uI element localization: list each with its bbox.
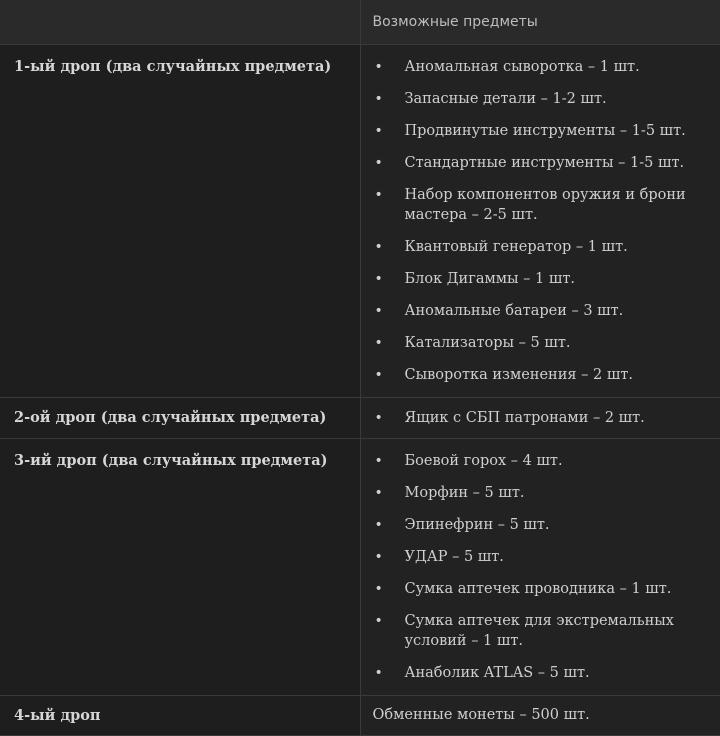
item-text: Сумка аптечек проводника – 1 шт. bbox=[404, 581, 672, 597]
item-list bbox=[373, 451, 709, 683]
table-header-row bbox=[0, 0, 720, 45]
item-text: Катализаторы – 5 шт. bbox=[404, 335, 571, 351]
drop-items-cell bbox=[360, 439, 720, 696]
item-text: Блок Дигаммы – 1 шт. bbox=[404, 271, 575, 287]
item-text: Квантовый генератор – 1 шт. bbox=[404, 239, 628, 255]
table-row bbox=[0, 398, 720, 439]
item-list bbox=[373, 57, 709, 385]
drop-items-cell bbox=[360, 45, 720, 398]
list-item bbox=[373, 333, 709, 353]
item-text: Морфин – 5 шт. bbox=[404, 485, 525, 501]
drop-label: 4-ый дроп bbox=[0, 696, 360, 736]
bullet-icon: • bbox=[374, 665, 383, 681]
bullet-icon: • bbox=[374, 485, 383, 501]
item-text: Стандартные инструменты – 1-5 шт. bbox=[404, 155, 685, 171]
drop-label: 2-ой дроп (два случайных предмета) bbox=[0, 398, 360, 439]
drop-label: 3-ий дроп (два случайных предмета) bbox=[0, 439, 360, 696]
list-item bbox=[373, 269, 709, 289]
item-text: Аномальная сыворотка – 1 шт. bbox=[404, 59, 640, 75]
list-item bbox=[373, 237, 709, 257]
bullet-icon: • bbox=[374, 581, 383, 597]
list-item bbox=[373, 301, 709, 321]
list-item bbox=[373, 547, 709, 567]
bullet-icon: • bbox=[374, 155, 383, 171]
list-item bbox=[373, 365, 709, 385]
list-item bbox=[373, 89, 709, 109]
bullet-icon: • bbox=[374, 517, 383, 533]
drop-items-cell: Обменные монеты – 500 шт. bbox=[360, 696, 720, 736]
list-item bbox=[373, 515, 709, 535]
item-text: УДАР – 5 шт. bbox=[404, 549, 504, 565]
item-text: Боевой горох – 4 шт. bbox=[404, 453, 563, 469]
item-text: Продвинутые инструменты – 1-5 шт. bbox=[404, 123, 686, 139]
list-item bbox=[373, 611, 709, 651]
item-text: Сыворотка изменения – 2 шт. bbox=[404, 367, 633, 383]
header-col-drop bbox=[0, 0, 360, 45]
drop-label: 1-ый дроп (два случайных предмета) bbox=[0, 45, 360, 398]
header-col-items: Возможные предметы bbox=[360, 0, 720, 45]
drop-items-cell bbox=[360, 398, 720, 439]
bullet-icon: • bbox=[374, 271, 383, 287]
list-item bbox=[373, 451, 709, 471]
table-row bbox=[0, 45, 720, 398]
item-text: Аномальные батареи – 3 шт. bbox=[404, 303, 624, 319]
bullet-icon: • bbox=[374, 613, 383, 629]
list-item bbox=[373, 579, 709, 599]
bullet-icon: • bbox=[374, 453, 383, 469]
bullet-icon: • bbox=[374, 549, 383, 565]
list-item bbox=[373, 483, 709, 503]
item-text: Эпинефрин – 5 шт. bbox=[404, 517, 550, 533]
bullet-icon: • bbox=[374, 303, 383, 319]
bullet-icon: • bbox=[374, 410, 383, 426]
table-row bbox=[0, 439, 720, 696]
item-list bbox=[373, 408, 709, 428]
list-item bbox=[373, 663, 709, 683]
bullet-icon: • bbox=[374, 59, 383, 75]
bullet-icon: • bbox=[374, 187, 383, 203]
list-item bbox=[373, 153, 709, 173]
bullet-icon: • bbox=[374, 367, 383, 383]
table-row bbox=[0, 696, 720, 736]
item-text: Набор компонентов оружия и брони мастера – 2-5 шт. bbox=[404, 187, 686, 223]
bullet-icon: • bbox=[374, 91, 383, 107]
bullet-icon: • bbox=[374, 123, 383, 139]
bullet-icon: • bbox=[374, 335, 383, 351]
item-text: Сумка аптечек для экстремальных условий – 1 шт. bbox=[404, 613, 674, 649]
list-item bbox=[373, 185, 709, 225]
item-text: Ящик с СБП патронами – 2 шт. bbox=[404, 410, 645, 426]
list-item bbox=[373, 121, 709, 141]
item-text: Анаболик ATLAS – 5 шт. bbox=[404, 665, 590, 681]
list-item bbox=[373, 408, 709, 428]
list-item bbox=[373, 57, 709, 77]
item-text: Запасные детали – 1-2 шт. bbox=[404, 91, 607, 107]
bullet-icon: • bbox=[374, 239, 383, 255]
